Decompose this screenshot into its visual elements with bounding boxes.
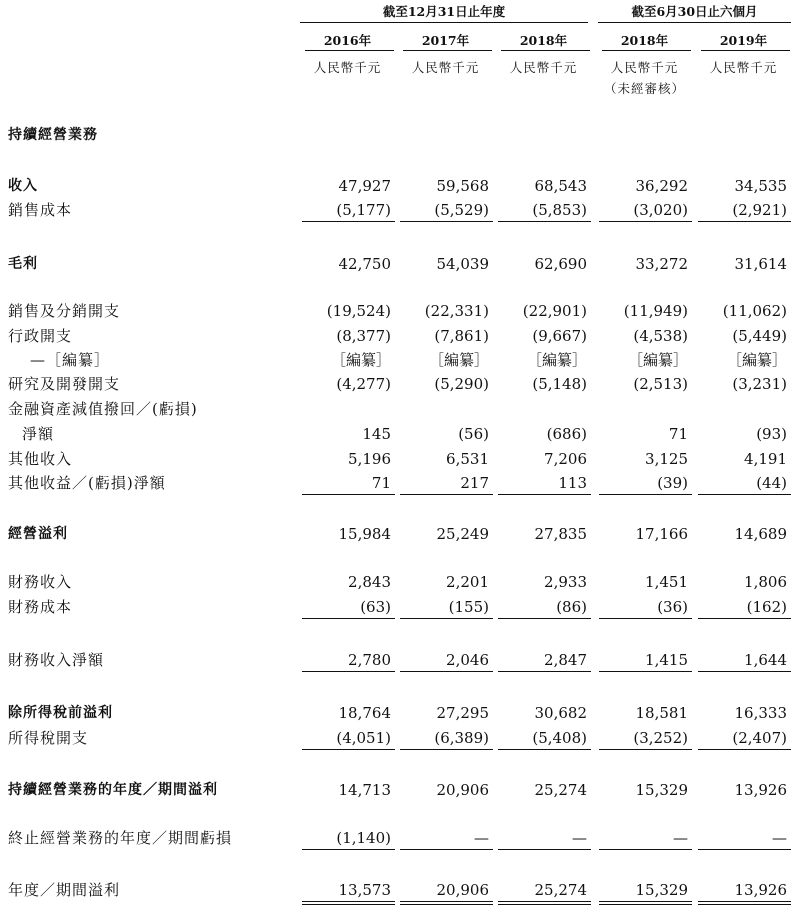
period-group-annual-underline (300, 22, 588, 23)
row-value: 71 (371, 474, 391, 492)
row-value: (39) (657, 474, 688, 492)
row-value: (3,231) (732, 375, 787, 393)
row-value: (44) (756, 474, 787, 492)
column-year-underline (501, 50, 590, 51)
row-value: (2,407) (732, 729, 787, 747)
row-value: 47,927 (338, 177, 391, 195)
total-double-rule (698, 901, 791, 905)
row-value: 1,451 (645, 573, 688, 591)
row-value: (3,252) (633, 729, 688, 747)
subtotal-rule (599, 494, 692, 495)
row-value: (9,667) (532, 327, 587, 345)
row-value: 6,531 (446, 450, 489, 468)
row-label: 財務收入 (8, 573, 73, 591)
row-value: 20,906 (436, 881, 489, 899)
column-note: （未經審核） (603, 81, 685, 96)
row-value: 18,581 (635, 704, 688, 722)
column-year-underline (701, 50, 790, 51)
row-value: (93) (756, 425, 787, 443)
column-year: 2017年 (421, 33, 470, 48)
subtotal-rule (302, 671, 395, 672)
subtotal-rule (498, 494, 591, 495)
row-value: 36,292 (635, 177, 688, 195)
subtotal-rule (498, 749, 591, 750)
row-value: 2,933 (544, 573, 587, 591)
subtotal-rule (302, 849, 395, 850)
column-year-underline (403, 50, 492, 51)
subtotal-rule (599, 221, 692, 222)
row-value: 113 (558, 474, 587, 492)
subtotal-rule (698, 671, 791, 672)
row-value: 15,984 (338, 525, 391, 543)
row-value: 4,191 (744, 450, 787, 468)
row-value: (19,524) (326, 302, 391, 320)
row-value: 33,272 (635, 255, 688, 273)
period-group-interim: 截至6月30日止六個月 (631, 4, 758, 19)
row-value: ［編纂］ (627, 351, 688, 369)
row-value: (686) (546, 425, 587, 443)
row-value: (5,177) (336, 201, 391, 219)
row-label: 金融資產減值撥回／(虧損) (8, 400, 198, 418)
row-value: 5,196 (348, 450, 391, 468)
row-label: 財務收入淨額 (8, 651, 105, 669)
subtotal-rule (400, 494, 493, 495)
row-value: (155) (448, 598, 489, 616)
row-label: 銷售及分銷開支 (8, 302, 121, 320)
column-year: 2016年 (323, 33, 372, 48)
row-value: — (673, 829, 688, 847)
row-value: (5,148) (532, 375, 587, 393)
subtotal-rule (599, 671, 692, 672)
column-year-underline (305, 50, 394, 51)
row-value: (56) (458, 425, 489, 443)
row-value: 31,614 (734, 255, 787, 273)
row-label: 行政開支 (8, 327, 73, 345)
subtotal-rule (498, 221, 591, 222)
row-value: (3,020) (633, 201, 688, 219)
row-value: (11,949) (623, 302, 688, 320)
row-value: 2,780 (348, 651, 391, 669)
row-value: (5,853) (532, 201, 587, 219)
row-label: 終止經營業務的年度／期間虧損 (8, 829, 233, 847)
subtotal-rule (302, 494, 395, 495)
subtotal-rule (400, 749, 493, 750)
row-value: (1,140) (336, 829, 391, 847)
column-currency: 人民幣千元 (411, 60, 480, 75)
row-value: 217 (460, 474, 489, 492)
row-value: 25,249 (436, 525, 489, 543)
row-value: 3,125 (645, 450, 688, 468)
column-currency: 人民幣千元 (610, 60, 679, 75)
row-value: 13,573 (338, 881, 391, 899)
subtotal-rule (400, 671, 493, 672)
row-value: (4,051) (336, 729, 391, 747)
subtotal-rule (498, 671, 591, 672)
row-value: 62,690 (534, 255, 587, 273)
total-double-rule (599, 901, 692, 905)
row-label: 銷售成本 (8, 201, 73, 219)
row-value: 42,750 (338, 255, 391, 273)
row-value: 27,295 (436, 704, 489, 722)
row-value: ［編纂］ (330, 351, 391, 369)
row-value: 25,274 (534, 881, 587, 899)
row-value: 13,926 (734, 881, 787, 899)
row-value: (2,921) (732, 201, 787, 219)
row-value: ［編纂］ (526, 351, 587, 369)
row-value: 30,682 (534, 704, 587, 722)
row-value: 27,835 (534, 525, 587, 543)
total-double-rule (498, 901, 591, 905)
row-value: ［編纂］ (726, 351, 787, 369)
row-value: — (474, 829, 489, 847)
total-double-rule (400, 901, 493, 905)
row-value: (22,901) (522, 302, 587, 320)
row-value: 14,689 (734, 525, 787, 543)
row-value: (8,377) (336, 327, 391, 345)
column-year: 2018年 (620, 33, 669, 48)
row-value: 1,415 (645, 651, 688, 669)
column-currency: 人民幣千元 (509, 60, 578, 75)
row-label: 毛利 (8, 256, 38, 272)
row-label: 持續經營業務的年度／期間溢利 (8, 782, 218, 798)
subtotal-rule (698, 849, 791, 850)
row-label: 年度／期間溢利 (8, 881, 121, 899)
row-value: — (772, 829, 787, 847)
row-value: 15,329 (635, 881, 688, 899)
subtotal-rule (698, 618, 791, 619)
row-value: 16,333 (734, 704, 787, 722)
row-value: 71 (668, 425, 688, 443)
row-value: (86) (556, 598, 587, 616)
subtotal-rule (698, 494, 791, 495)
row-value: 2,201 (446, 573, 489, 591)
row-value: 59,568 (436, 177, 489, 195)
row-value: (5,290) (434, 375, 489, 393)
subtotal-rule (498, 618, 591, 619)
subtotal-rule (698, 221, 791, 222)
row-value: 2,843 (348, 573, 391, 591)
subtotal-rule (302, 749, 395, 750)
row-label: —［編纂］ (30, 351, 111, 369)
row-value: 1,644 (744, 651, 787, 669)
row-label: 淨額 (22, 425, 55, 443)
row-value: 7,206 (544, 450, 587, 468)
row-value: 20,906 (436, 781, 489, 799)
row-value: (2,513) (633, 375, 688, 393)
subtotal-rule (599, 849, 692, 850)
row-label: 其他收入 (8, 450, 73, 468)
row-value: (162) (746, 598, 787, 616)
column-year: 2018年 (519, 33, 568, 48)
row-value: (4,538) (633, 327, 688, 345)
row-value: (4,277) (336, 375, 391, 393)
subtotal-rule (400, 618, 493, 619)
row-value: 18,764 (338, 704, 391, 722)
row-label: 持續經營業務 (8, 127, 98, 143)
period-group-interim-underline (598, 22, 791, 23)
row-value: 25,274 (534, 781, 587, 799)
row-value: 14,713 (338, 781, 391, 799)
period-group-annual: 截至12月31日止年度 (382, 4, 506, 19)
row-value: 68,543 (534, 177, 587, 195)
row-label: 所得稅開支 (8, 729, 89, 747)
subtotal-rule (400, 849, 493, 850)
row-value: (6,389) (434, 729, 489, 747)
row-value: (5,449) (732, 327, 787, 345)
row-value: 17,166 (635, 525, 688, 543)
row-value: 145 (362, 425, 391, 443)
row-value: 13,926 (734, 781, 787, 799)
column-year: 2019年 (719, 33, 768, 48)
row-label: 研究及開發開支 (8, 375, 121, 393)
row-value: ［編纂］ (428, 351, 489, 369)
row-value: 1,806 (744, 573, 787, 591)
row-value: 2,046 (446, 651, 489, 669)
column-currency: 人民幣千元 (313, 60, 382, 75)
subtotal-rule (498, 849, 591, 850)
row-label: 除所得稅前溢利 (8, 705, 113, 721)
row-value: (7,861) (434, 327, 489, 345)
subtotal-rule (698, 749, 791, 750)
row-label: 其他收益／(虧損)淨額 (8, 474, 166, 492)
subtotal-rule (302, 618, 395, 619)
row-value: (11,062) (722, 302, 787, 320)
row-value: (22,331) (424, 302, 489, 320)
subtotal-rule (302, 221, 395, 222)
row-value: (36) (657, 598, 688, 616)
subtotal-rule (599, 618, 692, 619)
row-value: 34,535 (734, 177, 787, 195)
row-value: (63) (360, 598, 391, 616)
subtotal-rule (400, 221, 493, 222)
column-year-underline (602, 50, 691, 51)
row-value: 2,847 (544, 651, 587, 669)
row-label: 財務成本 (8, 598, 73, 616)
total-double-rule (302, 901, 395, 905)
row-value: 15,329 (635, 781, 688, 799)
subtotal-rule (599, 749, 692, 750)
row-value: (5,408) (532, 729, 587, 747)
row-value: 54,039 (436, 255, 489, 273)
row-value: — (572, 829, 587, 847)
column-currency: 人民幣千元 (709, 60, 778, 75)
row-label: 收入 (8, 178, 38, 194)
row-label: 經營溢利 (8, 526, 68, 542)
row-value: (5,529) (434, 201, 489, 219)
